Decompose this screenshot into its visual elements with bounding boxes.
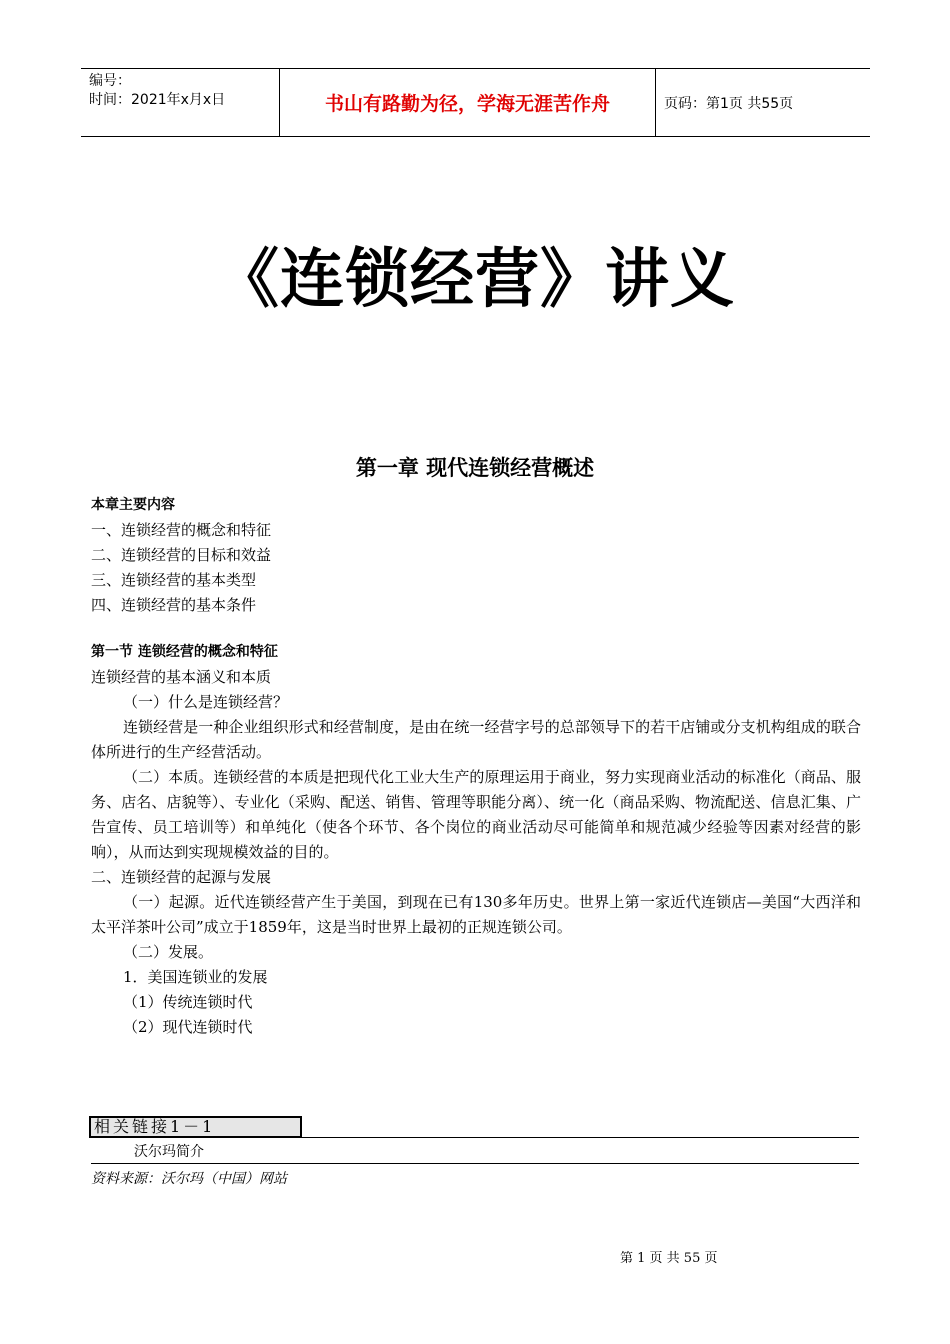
paragraph-origin: （一）起源。近代连锁经营产生于美国，到现在已有130多年历史。世界上第一家近代连锁店—美国“大西洋和太平洋茶叶公司”成立于1859年，这是当时世界上最初的正规连锁公司。 <box>91 893 861 936</box>
paragraph-essence: （二）本质。连锁经营的本质是把现代化工业大生产的原理运用于商业，努力实现商业活动的标准化（商品、服务、店名、店貌等）、专业化（采购、配送、销售、管理等职能分离）、统一化（商品采购、物流配送、信息汇集、广告宣传、员工培训等）和单纯化（使各个环节、各个岗位的商业活动尽可能简单和规范减少经验等因素对经营的影响），从而达到实现规模效益的目的。 <box>91 768 861 861</box>
main-content <box>91 493 861 1040</box>
motto: 书山有路勤为径，学海无涯苦作舟 <box>280 69 656 136</box>
walmart-intro: 沃尔玛简介 <box>134 1144 204 1160</box>
header-left-cell <box>81 69 280 136</box>
related-link-label: 相关链接1－1 <box>89 1116 302 1138</box>
era-modern: （2）现代连锁时代 <box>123 1018 253 1036</box>
subheading: 二、连锁经营的起源与发展 <box>91 868 272 886</box>
era-traditional: （1）传统连锁时代 <box>123 993 253 1011</box>
header-table <box>81 68 870 137</box>
summary-item: 四、连锁经营的基本条件 <box>91 596 257 614</box>
summary-heading: 本章主要内容 <box>91 497 175 513</box>
question: （一）什么是连锁经营？ <box>123 693 289 711</box>
divider <box>91 1163 859 1164</box>
number-label: 编号： <box>89 73 131 89</box>
summary-item: 三、连锁经营的基本类型 <box>91 571 257 589</box>
summary-item: 二、连锁经营的目标和效益 <box>91 546 272 564</box>
page-footer: 第 1 页 共 55 页 <box>620 1251 718 1266</box>
paragraph-definition: 连锁经营是一种企业组织形式和经营制度，是由在统一经营字号的总部领导下的若干店铺或分支机构组成的联合体所进行的生产经营活动。 <box>91 718 861 761</box>
subheading: 连锁经营的基本涵义和本质 <box>91 668 272 686</box>
document-title: 《连锁经营》讲义 <box>215 243 735 317</box>
divider <box>91 1137 859 1138</box>
development: （二）发展。 <box>123 943 214 961</box>
page-info: 页码：第1页 共55页 <box>664 95 794 112</box>
time-label: 时间：2021年x月x日 <box>89 92 226 108</box>
summary-item: 一、连锁经营的概念和特征 <box>91 521 272 539</box>
section-heading: 第一节 连锁经营的概念和特征 <box>91 644 278 660</box>
source-note: 资料来源：沃尔玛（中国）网站 <box>91 1171 287 1187</box>
chapter-title: 第一章 现代连锁经营概述 <box>355 456 595 480</box>
us-development: 1．美国连锁业的发展 <box>123 968 268 986</box>
